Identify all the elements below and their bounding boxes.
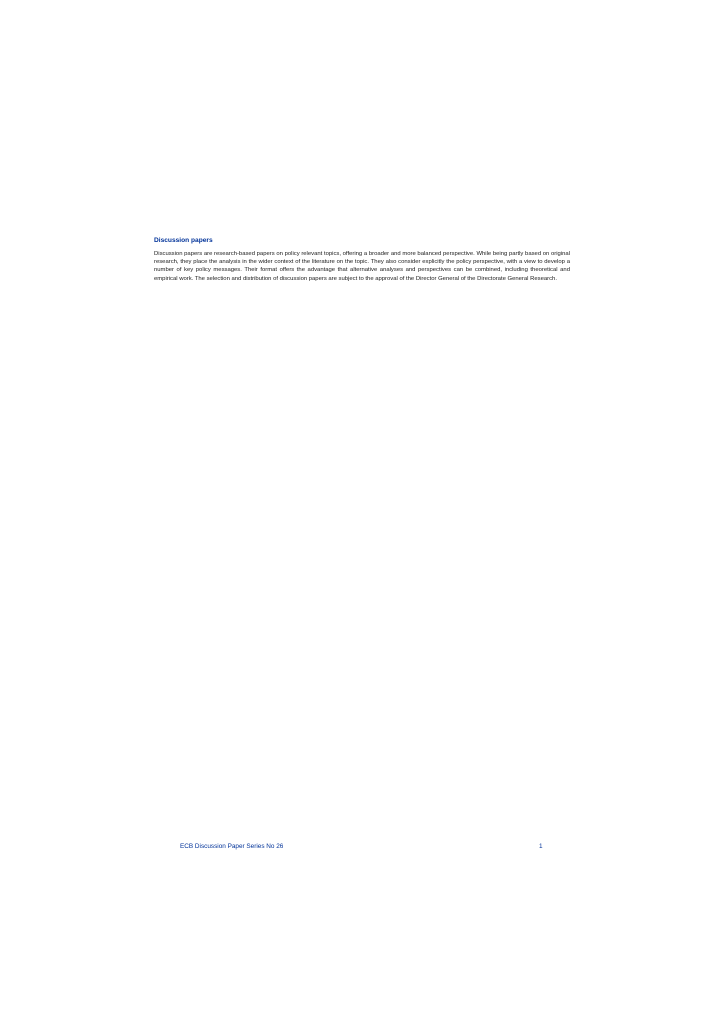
page-number: 1 [539, 843, 543, 850]
section-heading: Discussion papers [154, 237, 213, 244]
section-body-text: Discussion papers are research-based papers on policy relevant topics, offering a broader and more balanced perspective. While being partly based on original research, they place the analysis in the wider context of the literature on the topic. They also consider explicitly the policy perspective, with a view to develop a number of key policy messages. Their format offers the advantage that alternative analyses and perspectives can be combined, including theoretical and empirical work. The selection and distribution of discussion papers are subject to the approval of the Director General of the Directorate General Research. [154, 251, 570, 282]
footer-series-title: ECB Discussion Paper Series No 26 [180, 843, 284, 850]
discussion-papers-section [154, 236, 570, 283]
